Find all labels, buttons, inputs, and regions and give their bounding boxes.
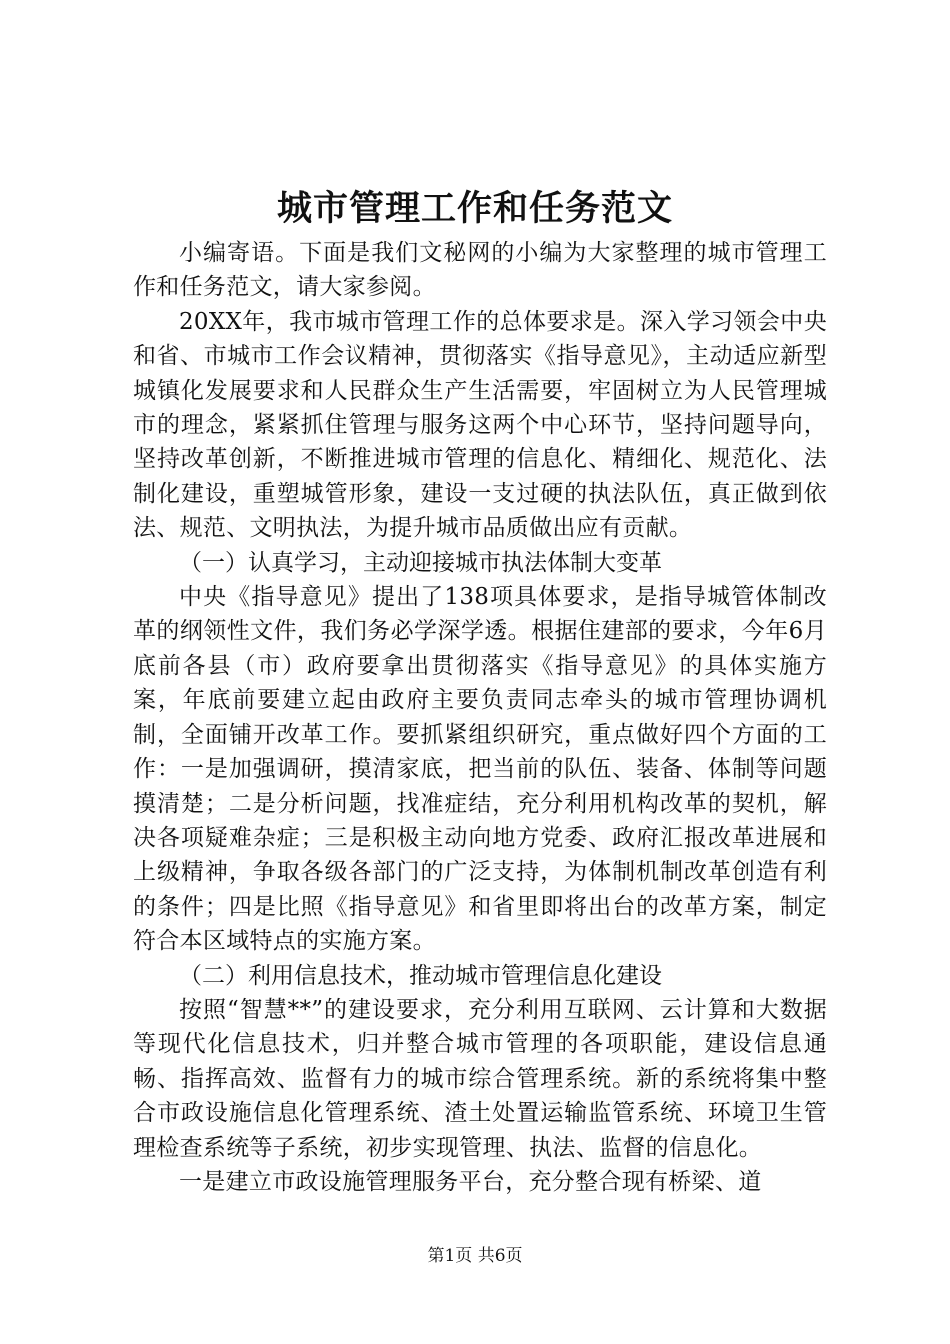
- paragraph-section-2-item-1: 一是建立市政设施管理服务平台，充分整合现有桥梁、道: [179, 1168, 762, 1195]
- paragraph-intro: 小编寄语。下面是我们文秘网的小编为大家整理的城市管理工作和任务范文，请大家参阅。: [133, 240, 827, 301]
- document-body: [133, 236, 827, 1199]
- section-heading-2: （二）利用信息技术，推动城市管理信息化建设: [179, 962, 662, 989]
- paragraph-section-1: 中央《指导意见》提出了138项具体要求，是指导城管体制改革的纲领性文件，我们务必学深学透。根据住建部的要求，今年6月底前各县（市）政府要拿出贯彻落实《指导意见》的具体实施方案，年底前要建立起由政府主要负责同志牵头的城市管理协调机制，全面铺开改革工作。要抓紧组织研究，重点做好四个方面的工作：一是加强调研，摸清家底，把当前的队伍、装备、体制等问题摸清楚；二是分析问题，找准症结，充分利用机构改革的契机，解决各项疑难杂症；三是积极主动向地方党委、政府汇报改革进展和上级精神，争取各级各部门的广泛支持，为体制机制改革创造有利的条件；四是比照《指导意见》和省里即将出台的改革方案，制定符合本区域特点的实施方案。: [133, 584, 827, 955]
- paragraph-section-2: 按照“智慧**”的建设要求，充分利用互联网、云计算和大数据等现代化信息技术，归并整合城市管理的各项职能，建设信息通畅、指挥高效、监督有力的城市综合管理系统。新的系统将集中整合市政设施信息化管理系统、渣土处置运输监管系统、环境卫生管理检查系统等子系统，初步实现管理、执法、监督的信息化。: [133, 996, 827, 1161]
- page-footer: 第1页 共6页: [427, 1246, 523, 1266]
- paragraph-overall-requirements: 20XX年，我市城市管理工作的总体要求是。深入学习领会中央和省、市城市工作会议精神，贯彻落实《指导意见》，主动适应新型城镇化发展要求和人民群众生产生活需要，牢固树立为人民管理城市的理念，紧紧抓住管理与服务这两个中心环节，坚持问题导向，坚持改革创新，不断推进城市管理的信息化、精细化、规范化、法制化建设，重塑城管形象，建设一支过硬的执法队伍，真正做到依法、规范、文明执法，为提升城市品质做出应有贡献。: [133, 308, 827, 542]
- document-title: 城市管理工作和任务范文: [276, 188, 673, 229]
- section-heading-1: （一）认真学习，主动迎接城市执法体制大变革: [179, 549, 662, 576]
